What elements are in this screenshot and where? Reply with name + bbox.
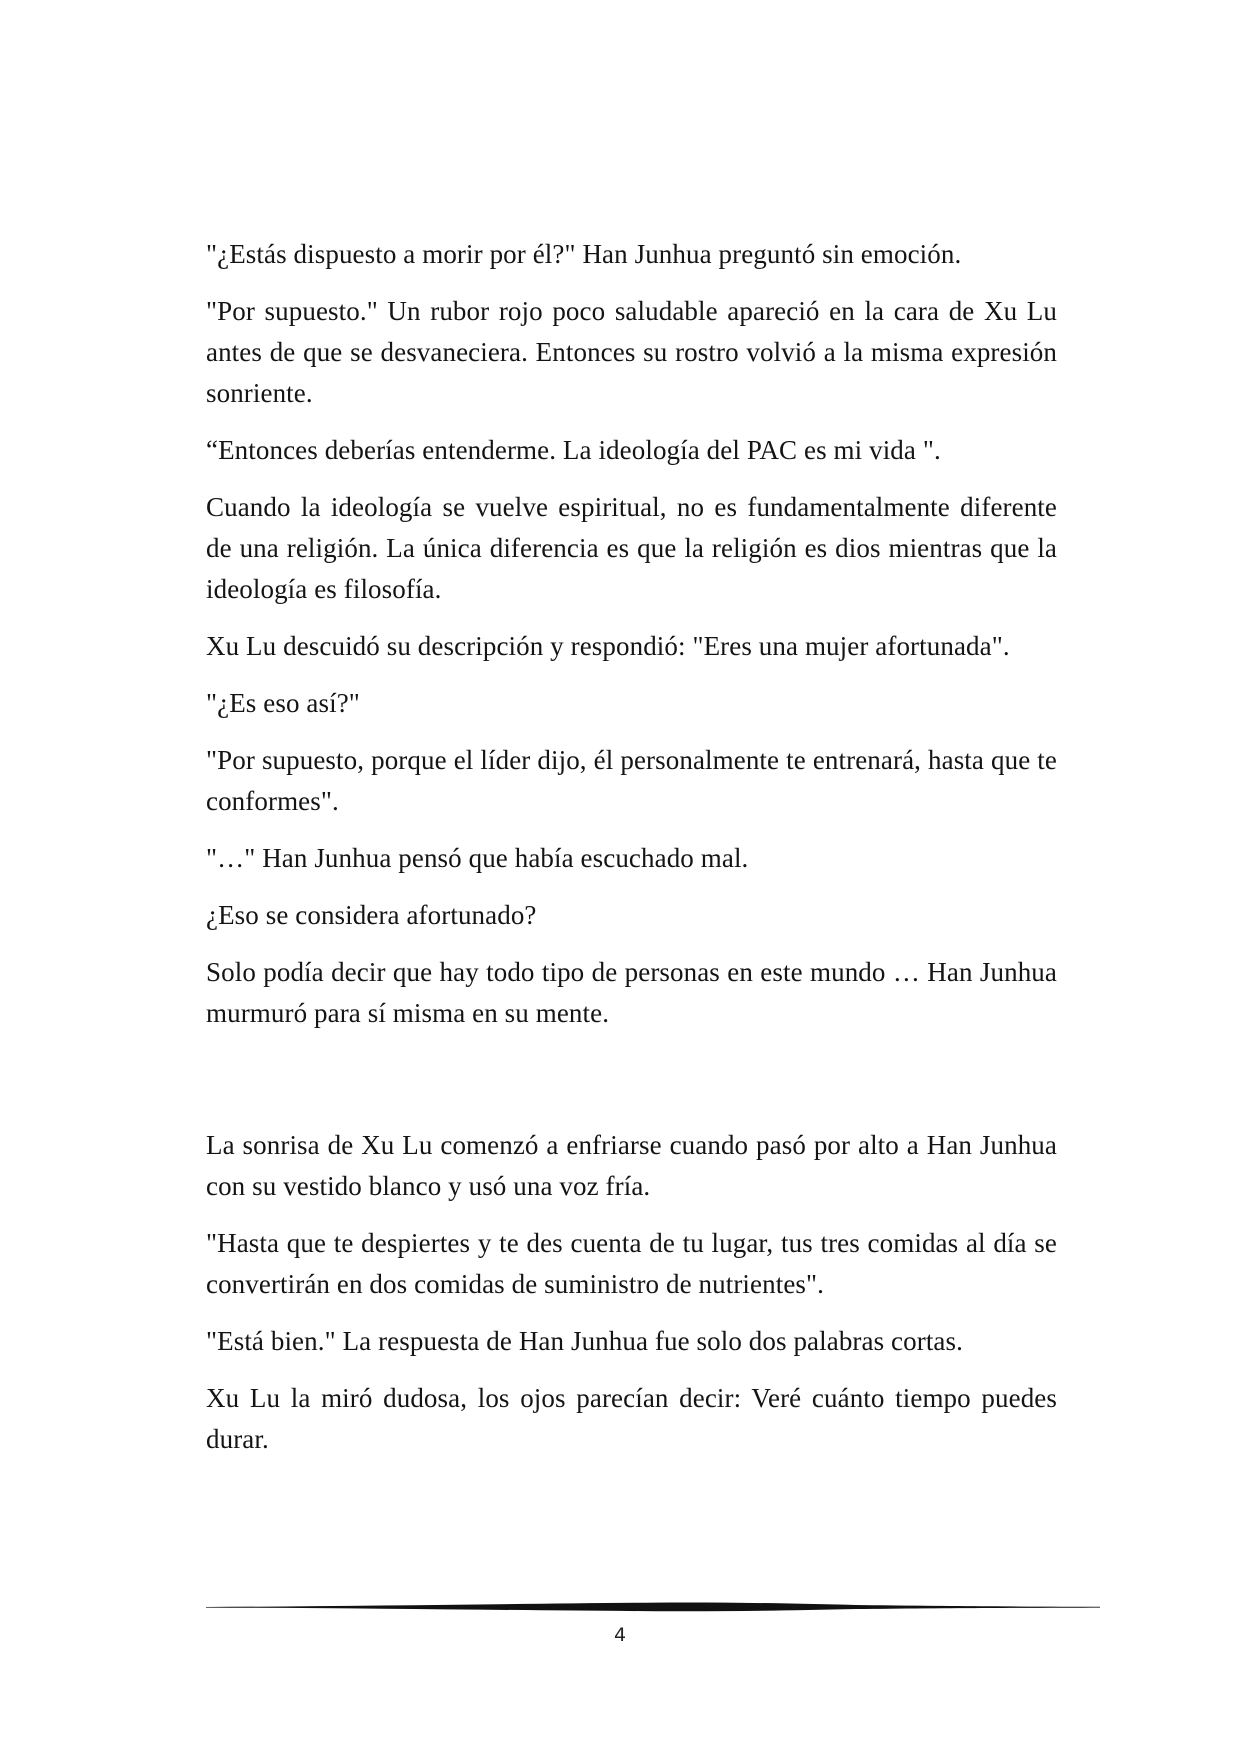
section-break — [206, 1050, 1057, 1125]
paragraph: La sonrisa de Xu Lu comenzó a enfriarse cuando pasó por alto a Han Junhua con su vestido blanco y usó una voz fría. — [206, 1130, 1057, 1201]
paragraph: Cuando la ideología se vuelve espiritual, no es fundamentalmente diferente de una religión. La única diferencia es que la religión es dios mientras que la ideología es filosofía. — [206, 492, 1057, 604]
body-text — [206, 234, 1057, 1476]
paragraph: "…" Han Junhua pensó que había escuchado mal. — [206, 843, 749, 873]
paragraph: “Entonces deberías entenderme. La ideología del PAC es mi vida ". — [206, 435, 941, 465]
paragraph: "Por supuesto, porque el líder dijo, él personalmente te entrenará, hasta que te conformes". — [206, 745, 1057, 816]
page-number: 4 — [613, 1624, 627, 1646]
paragraph: Xu Lu descuidó su descripción y respondió: "Eres una mujer afortunada". — [206, 631, 1010, 661]
paragraph: Xu Lu la miró dudosa, los ojos parecían decir: Veré cuánto tiempo puedes durar. — [206, 1383, 1057, 1454]
paragraph: ¿Eso se considera afortunado? — [206, 900, 537, 930]
paragraph: "¿Es eso así?" — [206, 688, 360, 718]
footer-rule — [206, 1600, 1100, 1614]
paragraph: "Por supuesto." Un rubor rojo poco saludable apareció en la cara de Xu Lu antes de que se desvaneciera. Entonces su rostro volvió a la misma expresión sonriente. — [206, 296, 1057, 408]
paragraph: "Hasta que te despiertes y te des cuenta de tu lugar, tus tres comidas al día se convertirán en dos comidas de suministro de nutrientes". — [206, 1228, 1057, 1299]
paragraph: "¿Estás dispuesto a morir por él?" Han Junhua preguntó sin emoción. — [206, 239, 962, 269]
paragraph: "Está bien." La respuesta de Han Junhua fue solo dos palabras cortas. — [206, 1326, 963, 1356]
paragraph: Solo podía decir que hay todo tipo de personas en este mundo … Han Junhua murmuró para sí misma en su mente. — [206, 957, 1057, 1028]
